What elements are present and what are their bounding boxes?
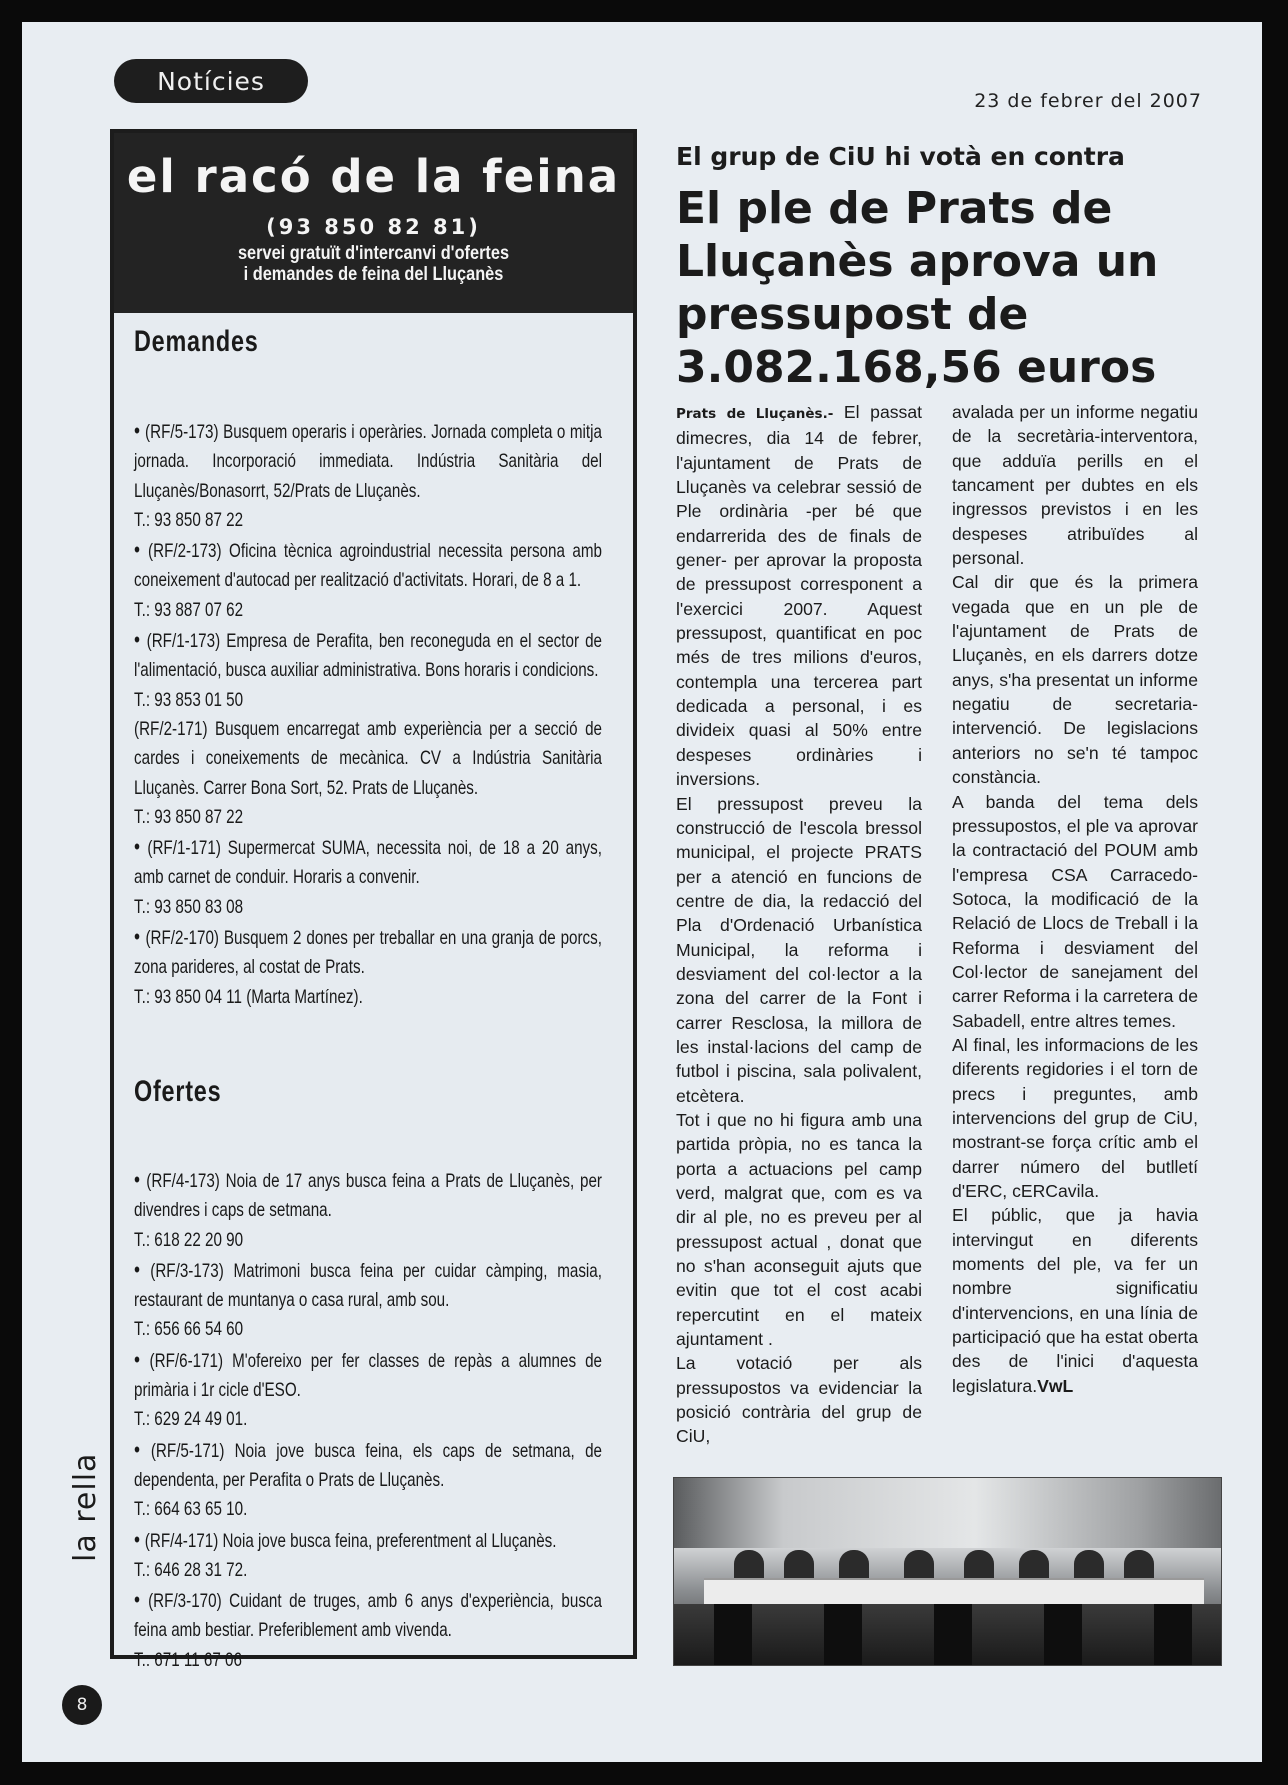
- list-item: • (RF/3-170) Cuidant de truges, amb 6 anys d'experiència, busca feina amb bestiar. Preferiblement amb vivenda. T.: 671 11 67 06: [134, 1587, 602, 1671]
- article-kicker: El grup de CiU hi votà en contra: [676, 142, 1125, 171]
- list-item: • (RF/4-171) Noia jove busca feina, preferentment al Lluçanès. T.: 646 28 31 72.: [134, 1526, 557, 1581]
- section-tab: Notícies: [114, 59, 308, 103]
- article-paragraph: La votació per als pressupostos va evidenciar la posició contrària del grup de CiU,: [676, 1353, 922, 1447]
- list-item: • (RF/4-173) Noia de 17 anys busca feina a Prats de Lluçanès, per divendres i caps de setmana. T.: 618 22 20 90: [134, 1167, 602, 1251]
- article-column-1: [676, 400, 922, 1449]
- job-board: [110, 129, 637, 1671]
- job-board-subtitle: servei gratuït d'intercanvi d'ofertes i demandes de feina del Lluçanès: [237, 243, 510, 285]
- article-column-2: [952, 400, 1198, 1398]
- article-paragraph: El públic, que ja havia intervingut en diferents moments del ple, va fer un nombre significatiu d'intervencions, en una línia de participació que ha estat oberta des de l'inici d'aquesta legislatura.VwL: [952, 1205, 1198, 1396]
- demandes-list: [134, 416, 602, 1012]
- magazine-name: la rella: [68, 1452, 103, 1562]
- council-meeting-photo: [673, 1477, 1222, 1666]
- article-paragraph: Prats de Lluçanès.- El passat dimecres, dia 14 de febrer, l'ajuntament de Prats de Lluçanès va celebrar sessió de Ple ordinària -per bé que endarrerida des de finals de gener- per aprovar la proposta de pressupost corresponent a l'exercici 2007. Aquest pressupost, quantificat en poc més de tres milions d'euros, contempla una tercerea part dedicada a personal, i es divideix quasi al 50% entre despeses ordinàries i inversions.: [676, 402, 922, 790]
- job-board-phone: (93 850 82 81): [266, 215, 481, 239]
- newspaper-page: [22, 22, 1262, 1762]
- article-paragraph: A banda del tema dels pressupostos, el ple va aprovar la contractació del POUM amb l'empresa CSA Carracedo-Sotoca, la modificació de la Relació de Llocs de Treball i la Reforma i desviament del Col·lector de sanejament del carrer Reforma i la carretera de Sabadell, entre altres temes.: [952, 791, 1198, 1031]
- list-item: (RF/2-171) Busquem encarregat amb experiència per a secció de cardes i coneixements de mecànica. CV a Indústria Sanitària Lluçanès. Carrer Bona Sort, 52. Prats de Lluçanès. T.: 93 850 87 22: [134, 717, 602, 828]
- article-headline: El ple de Prats de Lluçanès aprova un pressupost de 3.082.168,56 euros: [676, 183, 1159, 393]
- list-item: • (RF/6-171) M'ofereixo per fer classes de repàs a alumnes de primària i 1r cicle d'ESO. T.: 629 24 49 01.: [134, 1346, 602, 1431]
- article-paragraph: Tot i que no hi figura amb una partida pròpia, no es tanca la porta a actuacions pel camp verd, malgrat que, com es va dir al ple, no es preveu per al pressupost actual , donat que no s'han aconseguit ajuts que evitin que tot el cost acabi repercutint en el mateix ajuntament .: [676, 1109, 922, 1350]
- article-paragraph: Al final, les informacions de les diferents regidories i el torn de precs i preguntes, amb intervencions del grup de CiU, mostrant-se força crític amb el darrer número del butlletí d'ERC, cERCavila.: [952, 1034, 1198, 1201]
- job-board-header: [114, 133, 633, 313]
- author-signature: VwL: [1037, 1375, 1074, 1396]
- list-item: • (RF/2-170) Busquem 2 dones per treballar en una granja de porcs, zona parideres, al costat de Prats. T.: 93 850 04 11 (Marta Martínez).: [134, 924, 602, 1008]
- page-number: 8: [62, 1685, 102, 1725]
- article-paragraph: El pressupost preveu la construcció de l'escola bressol municipal, el projecte PRATS per a atenció en funcions de centre de dia, la redacció del Pla d'Ordenació Urbanística Municipal, la reforma i desviament del col·lector a la zona del carrer de la Font i carrer Resclosa, la millora de les instal·lacions del camp de futbol i piscina, sala polivalent, etcètera.: [676, 793, 922, 1106]
- demandes-title: Demandes: [134, 325, 259, 358]
- list-item: • (RF/1-171) Supermercat SUMA, necessita noi, de 18 a 20 anys, amb carnet de conduir. Horaris a convenir. T.: 93 850 83 08: [134, 834, 602, 918]
- list-item: • (RF/3-173) Matrimoni busca feina per cuidar càmping, masia, restaurant de muntanya o casa rural, amb sou. T.: 656 66 54 60: [134, 1256, 602, 1341]
- list-item: • (RF/5-171) Noia jove busca feina, els caps de setmana, de dependenta, per Perafita o Prats de Lluçanès. T.: 664 63 65 10.: [134, 1436, 602, 1521]
- ofertes-list: [134, 1165, 602, 1675]
- article-paragraph: avalada per un informe negatiu de la secretària-interventora, que adduïa perills en el tancament per dubtes en els ingressos previstos i en les despeses atribuïdes al personal.: [952, 402, 1198, 569]
- list-item: • (RF/5-173) Busquem operaris i operàries. Jornada completa o mitja jornada. Incorporació immediata. Indústria Sanitària del Lluçanès/Bonasorrt, 52/Prats de Lluçanès. T.: 93 850 87 22: [134, 418, 602, 531]
- list-item: • (RF/1-173) Empresa de Perafita, ben reconeguda en el sector de l'alimentació, busca auxiliar administrativa. Bons horaris i condicions. T.: 93 853 01 50: [134, 627, 602, 711]
- issue-date: 23 de febrer del 2007: [974, 90, 1202, 112]
- ofertes-title: Ofertes: [134, 1075, 222, 1108]
- list-item: • (RF/2-173) Oficina tècnica agroindustrial necessita persona amb coneixement d'autocad per realització d'activitats. Horari, de 8 a 1. T.: 93 887 07 62: [134, 537, 602, 621]
- article-paragraph: Cal dir que és la primera vegada que en un ple de l'ajuntament de Prats de Lluçanès, en els darrers dotze anys, s'ha presentat un informe negatiu de secretaria-intervenció. De legislacions anteriors no se'n té tampoc constància.: [952, 572, 1198, 788]
- job-board-title: el racó de la feina: [126, 150, 621, 203]
